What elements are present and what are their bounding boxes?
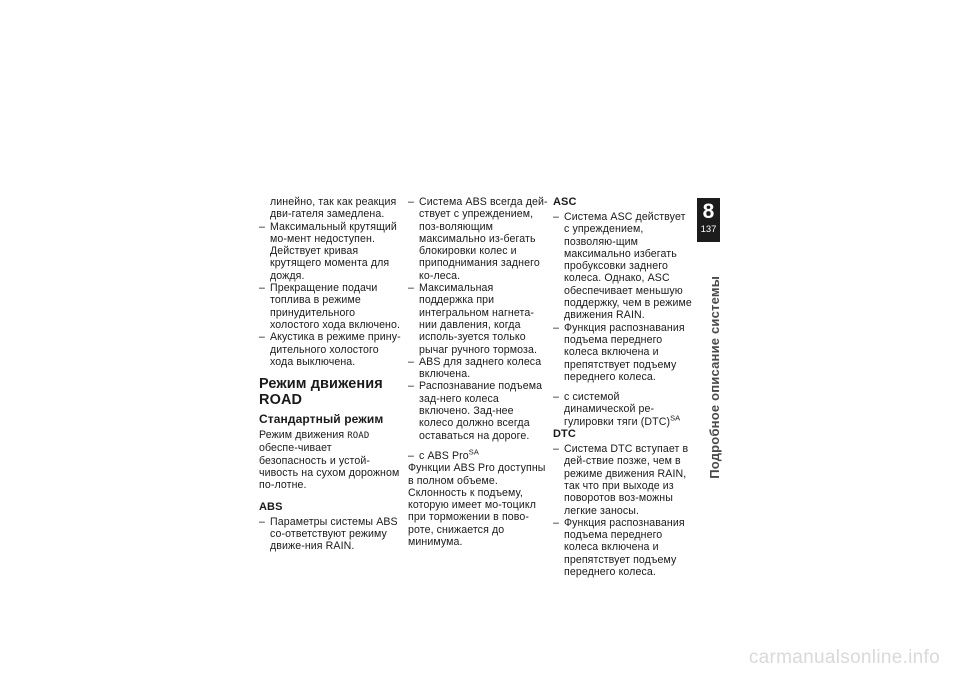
- paragraph: [259, 429, 401, 491]
- abs-heading: ABS: [259, 500, 283, 513]
- chapter-tab: [697, 198, 720, 242]
- section-heading-road: Режим движения ROAD: [259, 376, 383, 409]
- bullet-item-option: [408, 447, 548, 462]
- bullet-item: – Функция распознавания подъема переднего колеса включена и препятствует подъему переднего колеса.: [553, 322, 693, 383]
- paragraph: Функции ABS Pro доступны в полном объеме. Склонность к подъему, которую имеет мо-тоцикл при торможении в пово-роте, снижается до минимума.: [408, 462, 546, 549]
- bullet-item: – Функция распознавания подъема переднего колеса включена и препятствует подъему переднего колеса.: [553, 517, 693, 578]
- bullet-item: – Система ABS всегда дей-ствует с упреждением, поз-воляющим максимально из-бегать блокировки колес и приподнимания заднего ко-леса.: [408, 196, 548, 282]
- sa-superscript: SA: [468, 447, 479, 457]
- paragraph-text: обеспе-чивает безопасность и устой-чивость на сухом дорожном по-лотне.: [259, 442, 400, 492]
- bullet-item: – ABS для заднего колеса включена.: [408, 356, 548, 381]
- subsection-heading: Стандартный режим: [259, 412, 384, 427]
- bullet-item: – Прекращение подачи топлива в режиме принудительного холостого хода включено.: [259, 282, 401, 331]
- option-text: с ABS Pro: [419, 449, 469, 462]
- sa-superscript: SA: [670, 413, 681, 423]
- asc-heading: ASC: [553, 196, 577, 208]
- bullet-item: – Максимальный крутящий мо-мент недоступен. Действует кривая крутящего момента для дождя.: [259, 221, 401, 282]
- bullet-item: – Система ASC действует с упреждением, позволяю-щим максимально избегать пробуксовки заднего колеса. Однако, ASC обеспечивает меньшую поддержку, чем в режиме движения RAIN.: [553, 211, 693, 322]
- paragraph-text: Режим движения: [259, 429, 348, 442]
- text-column-1: [259, 196, 401, 553]
- watermark: carmanualsonline.info: [748, 647, 940, 668]
- dtc-heading: DTC: [553, 428, 576, 441]
- text-column-2: [408, 196, 548, 548]
- bullet-item: – Параметры системы ABS со-ответствуют режиму движе-ния RAIN.: [259, 516, 401, 553]
- bullet-item-option: [553, 391, 693, 428]
- option-text: с системой динамической ре-гулировки тяги (DTC): [564, 391, 671, 428]
- mode-name: ROAD: [347, 431, 370, 442]
- bullet-item: – Максимальная поддержка при интегральном нагнета-нии давления, когда исполь-зуется только рычаг ручного тормоза.: [408, 282, 548, 356]
- bullet-item: – Распознавание подъема зад-него колеса включено. Зад-нее колесо должно всегда оставаться на дороге.: [408, 380, 548, 441]
- chapter-number: 8: [702, 200, 715, 223]
- continued-paragraph: линейно, так как реакция дви-гателя замедлена.: [270, 196, 397, 221]
- page-number: 137: [700, 224, 717, 235]
- bullet-item: – Система DTC вступает в дей-ствие позже, чем в режиме движения RAIN, так что при выходе из поворотов воз-можны легкие заносы.: [553, 443, 693, 517]
- bullet-item: – Акустика в режиме прину-дительного холостого хода выключена.: [259, 331, 401, 368]
- chapter-title-vertical: Подробное описание системы: [707, 276, 722, 479]
- text-column-3: [553, 196, 693, 578]
